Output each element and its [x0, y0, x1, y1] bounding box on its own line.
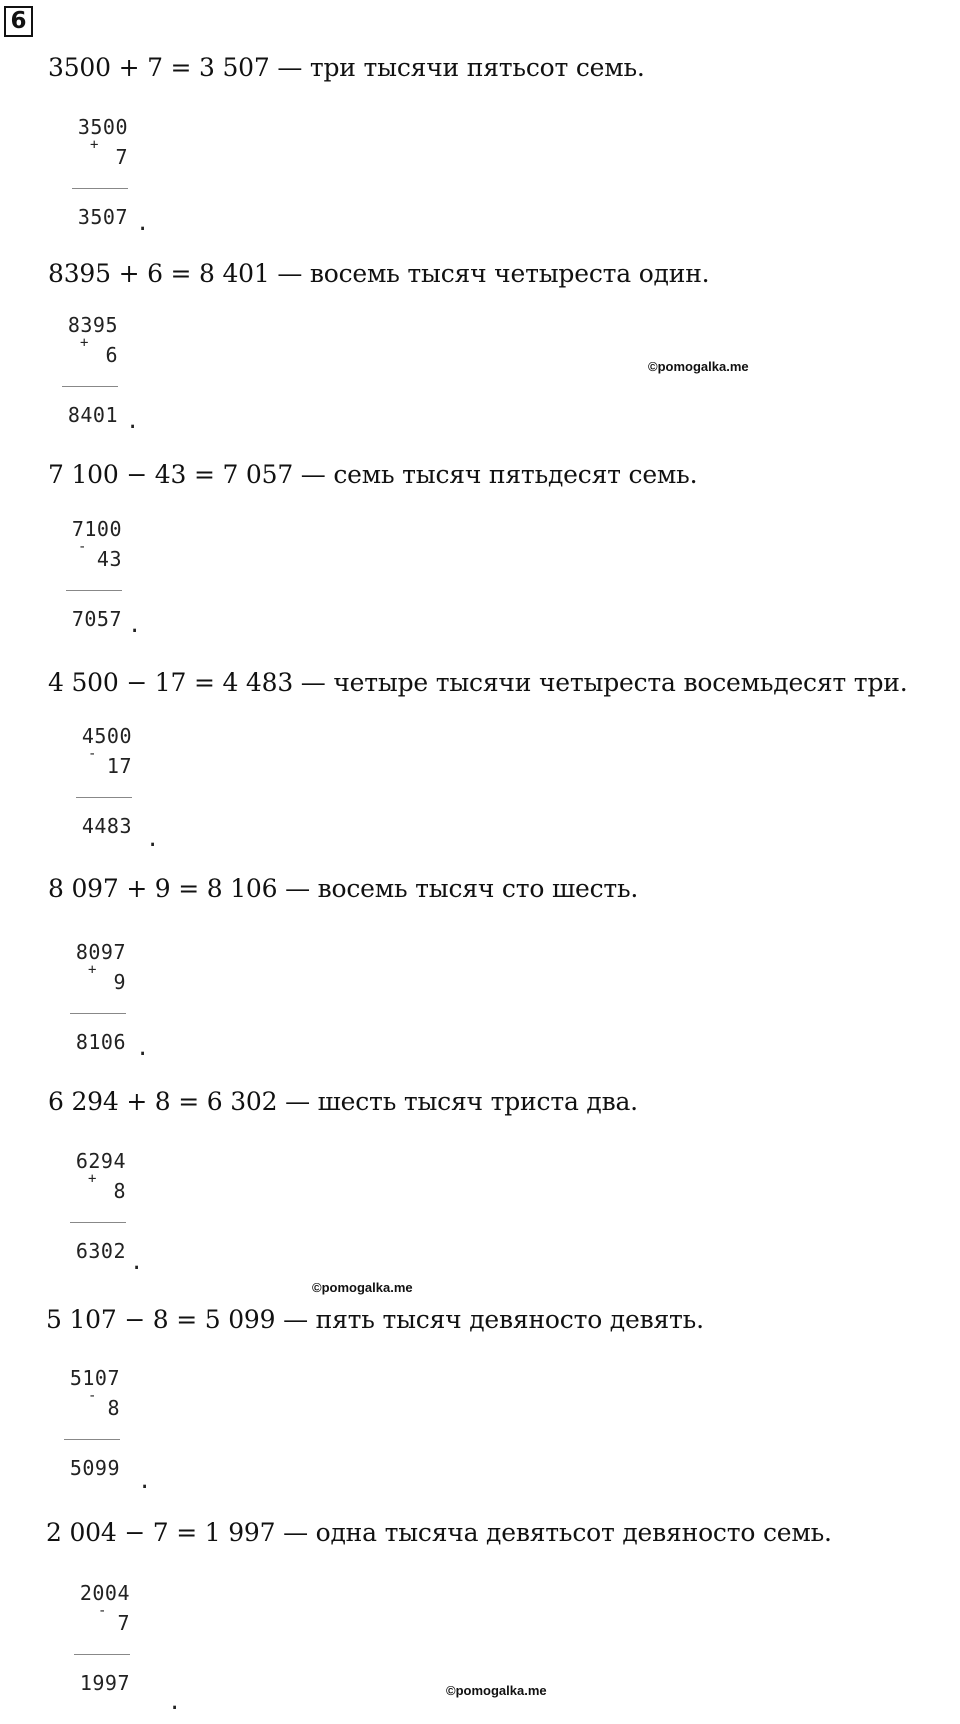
minuend-or-addend: 7100 [71, 517, 122, 541]
result-rule [70, 1013, 126, 1014]
column-result: 8106 [75, 1030, 126, 1054]
equation-line: 5 107 − 8 = 5 099 — пять тысяч девяносто девять. [46, 1305, 704, 1334]
equation-line: 7 100 − 43 = 7 057 — семь тысяч пятьдесят семь. [48, 460, 698, 489]
equation-line: 3500 + 7 = 3 507 — три тысячи пятьсот семь. [48, 53, 645, 82]
column-result: 4483 [81, 814, 132, 838]
second-operand: 9 [113, 970, 126, 994]
column-calculation [40, 1365, 152, 1495]
end-dot: . [128, 613, 142, 638]
end-dot: . [146, 827, 160, 852]
column-result: 1997 [79, 1671, 130, 1695]
minuend-or-addend: 8395 [67, 313, 118, 337]
operation-sign: + [88, 962, 97, 978]
watermark: ©pomogalka.me [312, 1280, 413, 1295]
column-calculation [42, 516, 142, 646]
end-dot: . [138, 1469, 152, 1494]
minuend-or-addend: 2004 [79, 1581, 130, 1605]
operation-sign: - [78, 539, 87, 555]
operation-sign: - [88, 1388, 97, 1404]
equation-line: 2 004 − 7 = 1 997 — одна тысяча девятьсот девяносто семь. [46, 1518, 832, 1547]
result-rule [64, 1439, 120, 1440]
second-operand: 7 [117, 1611, 130, 1635]
result-rule [66, 590, 122, 591]
second-operand: 6 [105, 343, 118, 367]
result-rule [62, 386, 118, 387]
column-calculation [48, 114, 150, 244]
minuend-or-addend: 4500 [81, 724, 132, 748]
end-dot: . [136, 1036, 150, 1061]
end-dot: . [130, 1250, 144, 1275]
minuend-or-addend: 3500 [77, 115, 128, 139]
minuend-or-addend: 5107 [69, 1366, 120, 1390]
result-rule [74, 1654, 130, 1655]
second-operand: 8 [107, 1396, 120, 1420]
result-rule [76, 797, 132, 798]
watermark: ©pomogalka.me [648, 359, 749, 374]
equation-line: 6 294 + 8 = 6 302 — шесть тысяч триста два. [48, 1087, 638, 1116]
column-calculation [50, 1580, 182, 1715]
operation-sign: - [98, 1603, 107, 1619]
column-calculation [52, 723, 160, 853]
result-rule [72, 188, 128, 189]
column-result: 6302 [75, 1239, 126, 1263]
second-operand: 7 [115, 145, 128, 169]
end-dot: . [126, 409, 140, 434]
second-operand: 43 [96, 547, 122, 571]
task-number-badge: 6 [4, 6, 33, 37]
result-rule [70, 1222, 126, 1223]
equation-line: 4 500 − 17 = 4 483 — четыре тысячи четыреста восемьдесят три. [48, 668, 908, 697]
column-calculation [46, 1148, 144, 1278]
column-calculation [46, 939, 150, 1069]
operation-sign: - [88, 746, 97, 762]
minuend-or-addend: 8097 [75, 940, 126, 964]
end-dot: . [168, 1690, 182, 1715]
equation-line: 8 097 + 9 = 8 106 — восемь тысяч сто шесть. [48, 874, 639, 903]
minuend-or-addend: 6294 [75, 1149, 126, 1173]
column-result: 5099 [69, 1456, 120, 1480]
operation-sign: + [88, 1171, 97, 1187]
column-result: 8401 [67, 403, 118, 427]
column-calculation [38, 312, 140, 442]
operation-sign: + [90, 137, 99, 153]
column-result: 7057 [71, 607, 122, 631]
equation-line: 8395 + 6 = 8 401 — восемь тысяч четыреста один. [48, 259, 710, 288]
operation-sign: + [80, 335, 89, 351]
column-result: 3507 [77, 205, 128, 229]
second-operand: 17 [106, 754, 132, 778]
second-operand: 8 [113, 1179, 126, 1203]
watermark: ©pomogalka.me [446, 1683, 547, 1698]
end-dot: . [136, 211, 150, 236]
